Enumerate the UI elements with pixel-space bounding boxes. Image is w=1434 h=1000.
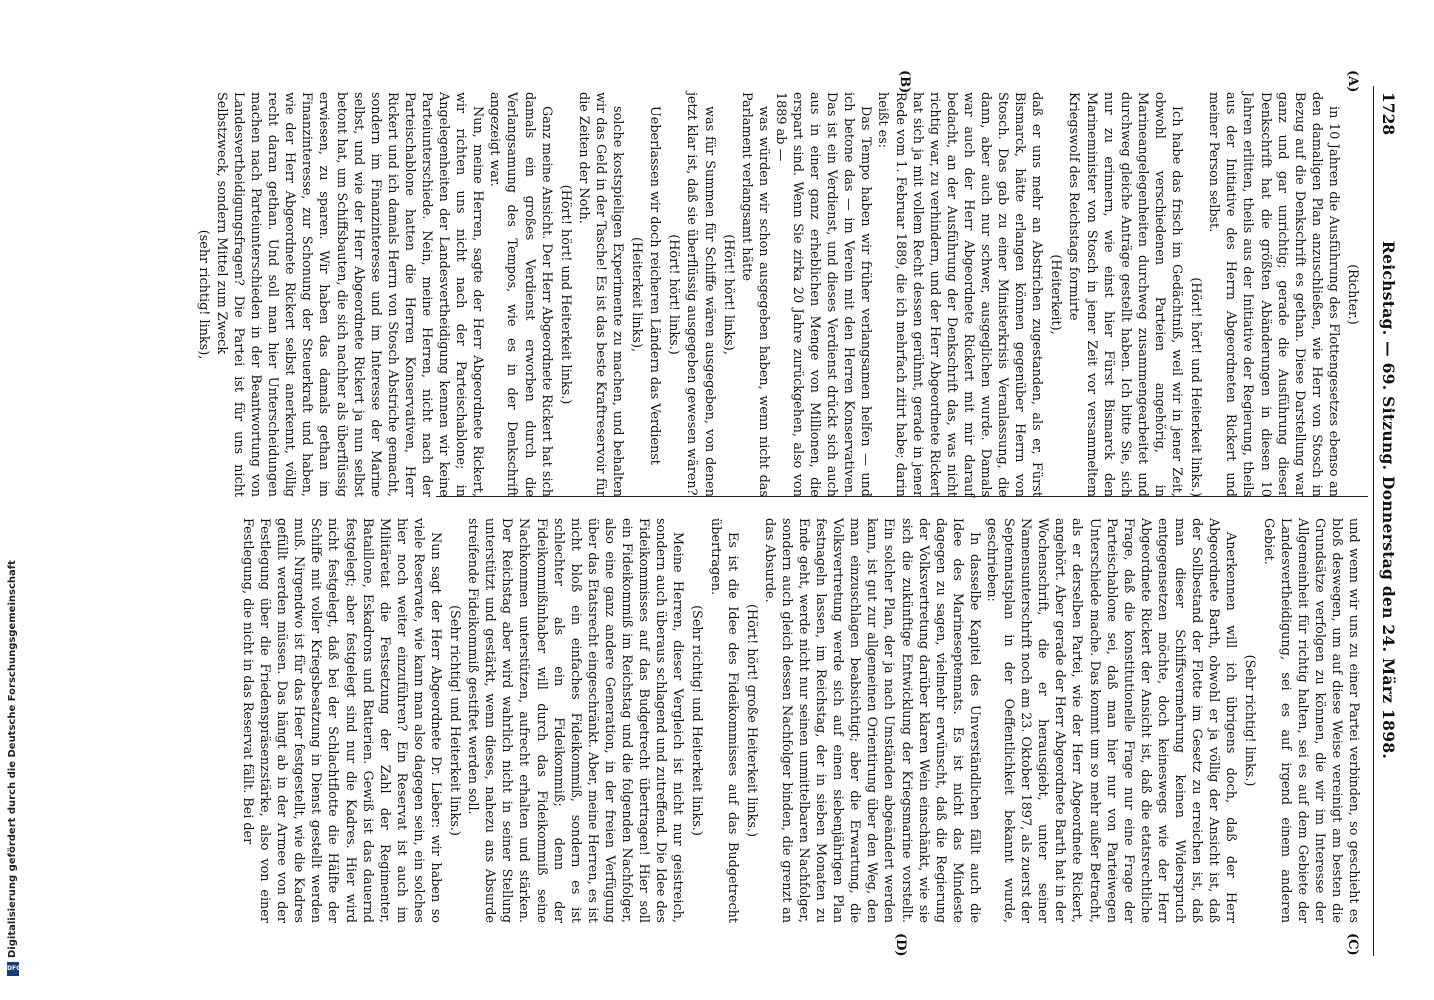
paragraph: Ganz meine Ansicht. Der Herr Abgeordnete Rickert hat sich damals ein großes Verdienst erworben durch die Verlangsamung des Tempos, wie es in der Denkschrift angezeigt war. (487, 92, 554, 497)
margin-mark-c: (C) (1345, 933, 1360, 956)
interjection: (Sehr richtig! und Heiterkeit links.) (447, 605, 463, 836)
paragraph: In dasselbe Kapitel des Unverständlichen fällt auch die Idee des Marineseptennats. Es ist nicht das Mindeste dagegen zu sagen, vielmehr erwünscht, daß die Regierung der Volksvertretung darüber klaren Wein einschänkt, wie sie sich die zukünftige Entwicklung der Kriegsmarine vorstellt. Ein solcher Plan, der ja nach Umständen abgeändert werden kann, ist gut zur allgemeinen Orientirung über den Weg, den man einzuschlagen beabsichtigt; aber die Erwartung, die Volksvertretung werde sich auf einen siebenjährigen Plan festnageln lassen, im Reichstag, der in sieben Monaten zu Ende geht, werde nicht nur seinen unmittelbaren Nachfolger, sondern auch gleich dessen Nachfolger binden, die grenzt an das Absurde. (761, 518, 982, 923)
paragraph: solche kostspieligen Experimente zu machen, und behalten wir das Geld in der Tasche! Es ist das beste Kraftreservoir für die Zeiten der Noth. (575, 92, 626, 497)
dfg-credit (4, 560, 20, 980)
interjection: (Heiterkeit), (1048, 254, 1064, 335)
header-rule (1373, 86, 1374, 956)
interjection: (Hört! hört! große Heiterkeit links.) (743, 603, 759, 838)
paragraph: Meine Herren, dieser Vergleich ist nicht nur geistreich, sondern auch überaus schlagend und zutreffend. Die Idee des Fideikommisses auf das Budgetrecht übertragen! Hier soll ein Fideikommiß im Reichstag und die folgenden Nachfolger, also eine ganz andere Generation, in der freien Verfügung über das Etatsrecht eingeschränkt. Aber, meine Herren, es ist nicht bloß ein einfaches Fideikommiß, sondern es ist schlechter als ein Fideikommiß; denn der Fideikommißinhaber will durch das Fideikommiß seine Nachkommen unterstützen, aufrecht erhalten und stärken. Der Reichstag aber wird wahrlich nicht in seiner Stellung unterstützt und gestärkt, wenn dieses, nahezu ans Absurde streifende Fideikommiß gestiftet werden soll. (465, 518, 686, 923)
margin-mark-a: (A) (1345, 70, 1360, 93)
paragraph: was für Summen für Schiffe wären ausgegeben, von denen jetzt klar ist, daß sie überflüssig ausgegeben gewesen wären? (684, 92, 717, 497)
paragraph: daß er uns mehr an Abstrichen zugestanden, als er, Fürst Bismarck, hätte erlangen können gegenüber Herrn von Stosch. Das gab zu einer Ministerkrisis Veranlassung, die dann, aber auch nur schwer, ausgeglichen wurde. Damals war auch der Herr Abgeordnete Rickert mit mir darauf bedacht, an der Ausführung der Denkschrift das, was nicht richtig war, zu verhindern, und der Herr Abgeordnete Rickert hat sich ja mit vollem Recht dessen gerühmt, gerade in jener Rede vom 1. Februar 1889, die ich mehrfach zitirt habe; darin heißt es: (875, 92, 1045, 497)
paragraph: Nun sagt der Herr Abgeordnete Dr. Lieber: wir haben so viele Reservate, wie kann man also dagegen sein, ein solches hier noch weiter einzuführen? Ein Reservat ist auch im Militäretat die Festsetzung der Zahl der Regimenter, Bataillone, Eskadrons und Batterien. Gewiß ist das dauernd festgelegt; aber festgelegt sind nur die Kadres. Hier wird nicht festgelegt, daß bei der Schlachtflotte die Hälfte der Schiffe mit voller Kriegsbesatzung in Dienst gestellt werden muß. Nirgendwo ist für das Heer festgestellt, wie die Kadres gefüllt werden müssen. Das hängt ab in der Armee von der Festlegung über die Friedenspräsenzstärke, also von einer Festlegung, die nicht in das Reservat fällt. Bei der (240, 518, 444, 923)
margin-mark-b: (B) (897, 70, 912, 94)
dfg-logo-icon: DFG (7, 962, 19, 976)
right-text-column (240, 518, 1362, 923)
paragraph: was würden wir schon ausgegeben haben, wenn nicht das Parlament verlangsamt hätte (738, 92, 771, 497)
interjection: (Heiterkeit links), (629, 236, 645, 353)
interjection: (Sehr richtig! links.) (1242, 654, 1258, 787)
paragraph: Ich habe das frisch im Gedächtniß, weil wir in jener Zeit, obwohl verschiedenen Parteien angehörig, in Marineangelegenheiten durchweg zusammengearbeitet und durchweg gleiche Anträge gestellt haben. Ich bitte Sie, sich nur zu erinnern, wie einst hier Fürst Bismarck den Marineminister von Stosch in jener Zeit vor versammeltem Kriegswolf des Reichstags formirte (1066, 92, 1185, 497)
margin-mark-d: (D) (893, 933, 908, 957)
interjection: (Hört! hört! und Heiterkeit links.) (1188, 277, 1204, 497)
interjection: (Hört! hört! und Heiterkeit links.) (557, 184, 573, 405)
paragraph: Nun, meine Herren, sagte der Herr Abgeordnete Rickert, wir richten uns nicht nach der Parteischablone; in Angelegenheiten der Landesvertheidigung kennen wir keine Parteiunterschiede. Nein, meine Herren, nicht nach der Parteischablone hatten die Herren Konservativen, Herr Rickert und ich damals Herrn von Stosch Abstriche gemacht, sondern im Finanzinteresse und im Interesse der Marine selbst, und wie der Herr Abgeordnete Rickert ja nun selbst betont hat, um Schiffsbauten, die sich nachher als überflüssig erwiesen, zu sparen. Wir haben das damals gethan im Finanzinteresse, zur Schonung der Steuerkraft und haben, wie der Herr Abgeordnete Rickert selbst anerkennt, völlig recht daran gethan. Und soll man hier Unterscheidungen machen nach Parteiunterschieden in der Beantwortung von Landesvertheidigungsfragen? Die Partei ist für uns nicht Selbstzweck, sondern Mittel zum Zweck (213, 92, 486, 497)
interjection: (Hört! hört! links), (720, 234, 736, 355)
left-text-column (195, 92, 1362, 497)
page-number: 1728 (1379, 92, 1398, 136)
speaker-name: (Richter.) (1345, 264, 1360, 325)
page-title: Reichstag. — 69. Sitzung. Donnerstag den 24. März 1898. (1379, 240, 1398, 760)
paragraph: Das Tempo haben wir früher verlangsamen helfen — und ich betone das — im Verein mit den Herren Konservativen. Das ist ein Verdienst, und dieses Verdienst drückt sich auch aus in einer ganz erheblichen Menge von Millionen, die erspart sind. Wenn Sie zirka 20 Jahre zurückgehen, also von 1889 ab — (772, 92, 874, 497)
page-header (1374, 0, 1398, 1000)
interjection: (sehr richtig! links), (195, 229, 211, 360)
interjection: (Sehr richtig! und Heiterkeit links.) (689, 605, 705, 836)
interjection: (Hört! hört! links.) (666, 234, 682, 355)
paragraph: Es ist die Idee des Fideikommisses auf das Budgetrecht übertragen. (707, 518, 740, 923)
paragraph: Ueberlassen wir doch reicheren Ländern das Verdienst (647, 106, 663, 465)
paragraph: in 10 Jahren die Ausführung des Flottengesetzes ebenso an den damaligen Plan anzuschließen, wie Herr von Stosch in Bezug auf die Denkschrift es gethan. Diese Darstellung war ganz und gar unrichtig; gerade die Ausführung dieser Denkschrift hat die größten Abänderungen in diesen 10 Jahren erlitten, theils aus der Initiative der Regierung, theils aus der Initiative des Herrn Abgeordneten Rickert und meiner Person selbst. (1206, 92, 1341, 497)
paragraph: und wenn wir uns zu einer Partei verbinden, so geschieht es bloß deswegen, um auf diese Weise vereinigt am besten die Grundsätze verfolgen zu können, die wir im Interesse der Allgemeinheit für richtig halten, sei es auf dem Gebiete der Landesvertheidigung, sei es auf irgend einem anderen Gebiet. (1260, 518, 1361, 923)
digitization-credit: Digitalisierung gefördert durch die Deutsche Forschungsgemeinschaft (7, 560, 18, 958)
paragraph: Anerkennen will ich übrigens doch, daß der Herr Abgeordnete Barth, obwohl er ja völlig der Ansicht ist, daß der Sollbestand der Flotte im Gesetz zu erreichen ist, daß man dieser Schiffsvermehrung keinen Widerspruch entgegensetzen möchte, doch keineswegs wie der Herr Abgeordnete Rickert der Ansicht ist, daß die etatsrechtliche Frage, daß die konstitutionelle Frage nur eine Frage der Parteischablone sei, daß man hier nur von Parteiwegen Unterschiede mache. Das kommt um so mehr außer Betracht, als er derselben Partei, wie der Herr Abgeordnete Rickert, angehört. Aber gerade der Herr Abgeordnete Barth hat in der Wochenschrift, die er herausgiebt, unter seiner Namensunterschrift noch am 23. Oktober 1897, als zuerst der Septennatsplan in der Oeffentlichkeit bekannt wurde, geschrieben: (984, 518, 1239, 923)
